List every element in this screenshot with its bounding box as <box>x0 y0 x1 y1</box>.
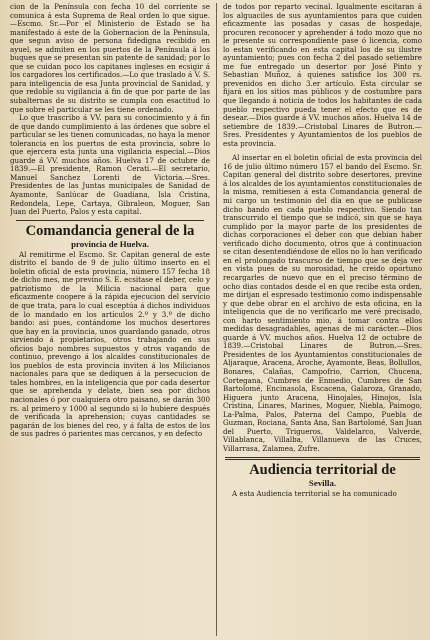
article-continuation-paragraph: cion de la Península con fecha 10 del corriente se comunica á esta Suprema de Real orden lo que sigue.—Escmo. Sr.—Por el Ministerio de Estado se ha manifestado á este de la Gobernacion de la Península, que segun aviso de persona fidedigna recibido en ayuel, se admiten en los puertos de la Península á los buques que se presentan sin patente de sanidad; por lo que se cuidan poco los capitanes ingleses en ecsigir á los cargadores los certificados.—Lo que traslado á V. S. para inteligencia de esa Junta provincial de Sanidad, y que redoble su vigilancia á fin de que por parte de las subalternas de su distrito se cumpla con esactitud lo que sobre el particular se les tiene ordenado. <box>10 3 210 114</box>
section-divider <box>16 220 204 221</box>
audiencia-paragraph: A esta Audiencia territorial se ha comunicado <box>232 489 397 499</box>
article-transcription-paragraph: Lo que trascribo á VV. para su conocimiento y á fin de que dando cumplimiento á las órdenes que sobre el particular se les tienen comunicadas, no haya la menor tolerancia en los puertos de esta provincia, sobre lo que ejercera esta junta una vigilancia especial.—Dios guarde á VV. muchos años. Huelva 17 de octubre de 1839.—El presidente, Ramon Cerati.—El secretario, Manuel Sanchez Lorenti de Victoria.—Sres. Presidentes de las Juntas municipales de Sanidad de Ayamonte, Sanlúcar de Guadiana, Isla Cristina, Redondela, Lepe, Cartaya, Gibraleon, Moguer, San Juan del Puerto, Palos y esta capital. <box>10 113 210 217</box>
two-column-layout <box>10 3 422 636</box>
section-heading-comandancia: Comandancia general de la <box>25 222 195 239</box>
left-column <box>10 3 216 636</box>
right-column <box>216 3 422 636</box>
section-subheading-sevilla: Sevilla. <box>308 478 337 489</box>
circular-desertores-paragraph: Al remitirme el Escmo. Sr. Capitan general de este distrito el bando de 9 de julio último inserto en el boletin oficial de esta provincia, número 157 fecha 18 de dicho mes, me previno S. E. ecsitase el deber, celo y patriotismo de la Milicia nacional para que eficazmente coopere á la rápida ejecucion del servicio de que trata, para lo cual esceptúa á dichos individuos de lo mandado en los artículos 2.º y 3.º de dicho bando: asi pues, contándome los muchos desertores que hay en la provincia, unos guardando ganado, otros sirviendo á propietarios, otros trabajando en sus oficios bajo nombres supuestos y otros vagando de continuo, prevengo á los alcaldes constitucionales de los pueblos de esta provincia inviten á los Milicianos nacionales para que se dediquen á la persecucion de tales hombres, en la inteligencia que por cada desertor que se aprehenda y delate, bien sea por dichos nacionales ó por cualquiera otro paisano, se darán 300 rs. al primero y 1000 al segundo si lo hubiere después de verificada la aprehension; cuyas cantidades se pagarán de los bienes del reo, y á falta de estos de los de sus padres ó parientes mas cercanos, y en defecto <box>10 249 210 439</box>
circular-testimonio-paragraph: Al insertar en el boletin oficial de esta provincia del 16 de julio último número 157 el bando del Escmo. Sr. Capitan general del distrito sobre desertores, previne á los alcaldes de los ayuntamientos constitucionales de la misma, remitiesen á esta Comandancia general de mi cargo un testimonio del dia en que se publicase dicho bando en cada pueblo respectivo. Siendo tan transcurrido el tiempo que se indicó, sin que se haya cumplido por la mayor parte de los presidentes de dichas corporaciones el deber con que debian haber verificado dicho documento, otros que á continuacion se citan desentendiéndose de ellos no lo han verificado en el prolongado trascurso de tiempo que se deja ver en vista pues de su morosidad, he creido oportuno recargarles de nuevo que en el preciso término de ocho dias contados desde el en que recibe esta orden, me dirijan el espresado testimonio como indispensable y que debe obrar en el archivo de esta oficina, en la inteligencia que de no verificarlo me veré precisado, con harto sentimiento mio, á tomar contra ellos medidas desagradables, agenas de mi carácter.—Dios guarde á VV. muchos años. Huelva 12 de octubre de 1839.—Cristobal Linares de Butron.—Sres. Presidentes de los Ayuntamientos constitucionales de Aljaraque, Aracena, Aroche, Ayamonte, Beas, Bollullos, Bonares, Calañas, Campofrio, Carrion, Chucena, Cortegana, Cumbres de Enmedio, Cumbres de San Bartolomé, Encinasola, Escacena, Galaroza, Granado, Higuera junto Aracena, Hinojales, Hinojos, Isla Cristina, Linares, Marines, Moguer, Niebla, Paimogo, La-Palma, Palos, Paterna del Campo, Puebla de Guzman, Rociana, Santa Ana, San Bartolomé, San Juan del Puerto, Trigueros, Valdelarco, Valverde, Villablanca, Villalba, Villanueva de las Cruces, Villarrasa, Zalamea, Zufre. <box>223 153 422 453</box>
section-divider-double <box>225 457 420 460</box>
circular-continuation-paragraph: de todos por reparto vecinal. Igualmente escitaran á los alguaciles de sus ayuntamientos para que cuiden eficazmente las posadas y casas de hospedaje, procuren reconocer y aprehender á todo mozo que no le presente su correspondiente pase ó licencia, como lo estan verificando en esta capital los de su ilustre ayuntamiento; pues con fecha 2 del pasado setiembre me fue entregado un desertor por José Pinto y Sebastian Muñoz, á quienes satisfice los 300 rs. prevenidos en dicho 3.er artículo. Esta circular se fijará en los sitios mas públicos y de costumbre para que llegando á noticia de todos los habitantes de cada pueblo respectivo pueda tener el efecto que es de desear.—Dios guarde á VV. muchos años. Huelva 14 de setiembre de 1839.—Cristobal Linares de Butron.—Sres. Presidentes y Ayuntamientos de los pueblos de esta provincia. <box>223 3 422 148</box>
section-heading-audiencia: Audiencia territorial de <box>249 462 396 479</box>
section-subheading-huelva: provincia de Huelva. <box>71 238 149 249</box>
